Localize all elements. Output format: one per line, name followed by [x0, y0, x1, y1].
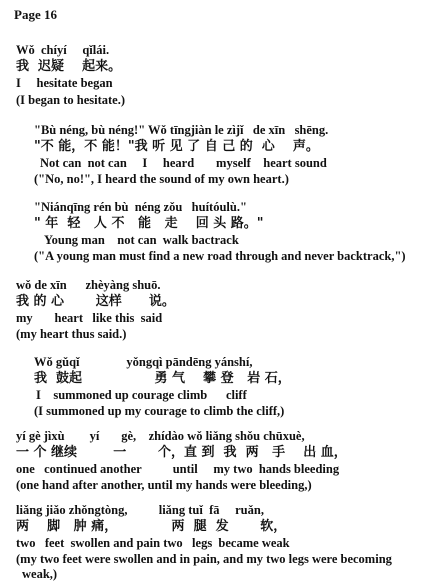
- pinyin-line: wǒ de xīn zhèyàng shuō.: [16, 278, 161, 292]
- chinese-line: " 年 轻 人 不 能 走 回 头 路。": [34, 216, 264, 231]
- translation-continuation-line: weak,): [22, 567, 58, 581]
- chinese-line: "不 能，不 能！"我 听 见 了 自 己 的 心 声。: [34, 139, 319, 154]
- chinese-line: 我 迟疑 起来。: [16, 59, 122, 74]
- translation-line: (my heart thus said.): [16, 327, 127, 341]
- pinyin-line: yí gè jìxù yí gè, zhídào wǒ liǎng shǒu chūxuè,: [16, 429, 305, 443]
- english-gloss-line: two feet swollen and pain two legs became weak: [16, 536, 290, 550]
- chinese-line: 我 鼓起 勇 气 攀 登 岩 石，: [34, 371, 291, 386]
- english-gloss-line: Not can not can I heard myself heart sound: [40, 156, 327, 170]
- chinese-line: 我 的 心 这样 说。: [16, 294, 175, 309]
- page-heading: Page 16: [14, 7, 57, 22]
- pinyin-line: Wǒ chíyí qǐlái.: [16, 43, 110, 57]
- chinese-line: 一 个 继续 一 个，直 到 我 两 手 出 血，: [16, 445, 347, 460]
- pinyin-line: "Niánqīng rén bù néng zǒu huítóulù.": [34, 200, 247, 214]
- translation-line: (my two feet were swollen and in pain, and my two legs were becoming: [16, 552, 392, 566]
- english-gloss-line: my heart like this said: [16, 311, 163, 325]
- chinese-line: 两 脚 肿 痛， 两 腿 发 软，: [16, 519, 287, 534]
- translation-line: ("No, no!", I heard the sound of my own heart.): [34, 172, 289, 186]
- pinyin-line: Wǒ gǔqǐ yǒngqì pāndēng yánshí,: [34, 355, 253, 369]
- translation-line: (I summoned up my courage to climb the cliff,): [34, 404, 285, 418]
- english-gloss-line: I hesitate began: [16, 76, 113, 90]
- translation-line: (one hand after another, until my hands were bleeding,): [16, 478, 312, 492]
- english-gloss-line: I summoned up courage climb cliff: [36, 388, 247, 402]
- translation-line: (I began to hesitate.): [16, 93, 126, 107]
- pinyin-line: "Bù néng, bù néng!" Wǒ tīngjiàn le zìjǐ de xīn shēng.: [34, 123, 329, 137]
- english-gloss-line: one continued another until my two hands bleeding: [16, 462, 340, 476]
- translation-line: ("A young man must find a new road through and never backtrack,"): [34, 249, 406, 263]
- english-gloss-line: Young man not can walk bactrack: [44, 233, 239, 247]
- pinyin-line: liǎng jiǎo zhǒngtòng, liǎng tuǐ fā ruǎn,: [16, 503, 264, 517]
